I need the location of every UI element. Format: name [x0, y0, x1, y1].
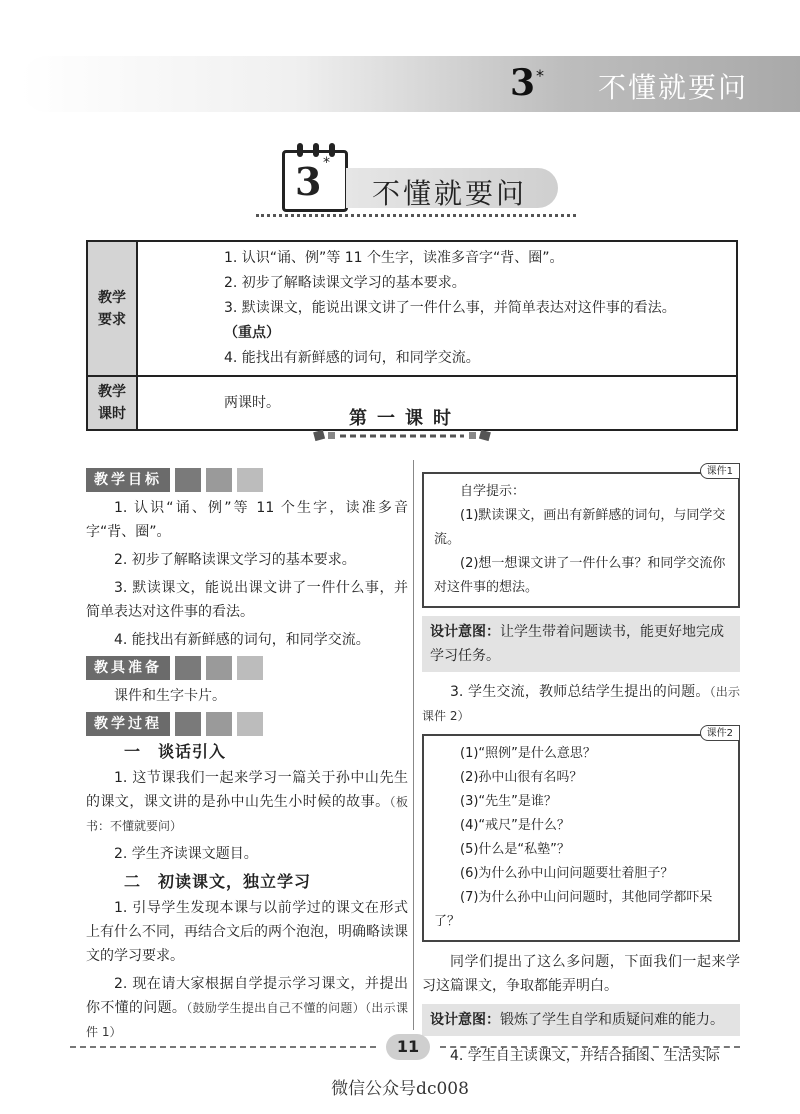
teacher-note: （鼓励学生提出自己不懂的问题）（出示课件 1） — [86, 1001, 409, 1039]
lesson-title: 不懂就要问 — [372, 177, 528, 210]
question-item: (1)“照例”是什么意思？ — [460, 746, 596, 761]
goal-item — [224, 296, 722, 346]
question-item: (4)“戒尺”是什么？ — [460, 818, 570, 833]
goal-item: 2. 初步了解略读课文学习的基本要求。 — [224, 275, 466, 291]
hint-item: (2)想一想课文讲了一件什么事？和同学交流你对这件事的想法。 — [434, 556, 726, 595]
column-divider — [413, 460, 414, 1030]
prep-tag-label: 教具准备 — [86, 656, 170, 680]
courseware-box-1 — [422, 466, 740, 608]
tag-box — [175, 712, 201, 736]
objective-item: 4. 能找出有新鲜感的词句，和同学交流。 — [114, 632, 370, 648]
class-title-decoration-icon — [312, 428, 492, 442]
courseware-tag-1: 课件1 — [700, 463, 740, 479]
process-paragraph: 同学们提出了这么多问题，下面我们一起来学习这篇课文，争取都能弄明白。 — [422, 954, 740, 994]
hint-item: (1)默读课文，画出有新鲜感的词句，与同学交流。 — [434, 508, 726, 547]
tag-box — [237, 656, 263, 680]
banner-lesson-number: 3 — [510, 62, 536, 104]
footer-dash-left — [70, 1046, 376, 1048]
right-column — [422, 466, 740, 1072]
calendar-icon — [282, 150, 348, 212]
goals-label — [87, 241, 137, 376]
banner-star: * — [536, 66, 544, 85]
goals-label-text: 教学要求 — [97, 289, 126, 328]
process-heading-1: 一 谈话引入 — [124, 742, 227, 761]
section-tag-process — [86, 712, 408, 736]
watermark: 微信公众号dc008 — [331, 1079, 469, 1099]
banner-title: 不懂就要问 — [598, 71, 749, 104]
goal-item: 1. 认识“诵、例”等 11 个生字，读准多音字“背、圈”。 — [224, 250, 564, 266]
tag-box — [206, 656, 232, 680]
hours-content: 两课时。 — [137, 376, 737, 430]
goal-item: 4. 能找出有新鲜感的词句，和同学交流。 — [224, 350, 480, 366]
design-intent-text: 让学生带着问题读书，能更好地完成学习任务。 — [430, 624, 724, 664]
lesson-title-underline — [256, 214, 576, 217]
design-intent-label: 设计意图： — [430, 1012, 500, 1028]
requirements-table — [86, 240, 738, 431]
courseware-note: （出示课件 2） — [422, 685, 740, 723]
tag-box — [237, 712, 263, 736]
process-tag-label: 教学过程 — [86, 712, 170, 736]
section-tag-objectives — [86, 468, 408, 492]
question-item: (2)孙中山很有名吗？ — [460, 770, 583, 785]
process-heading-2: 二 初读课文，独立学习 — [124, 872, 312, 891]
process-paragraph: 4. 学生自主读课文，并结合插图、生活实际 — [450, 1048, 720, 1064]
question-item: (6)为什么孙中山问问题要壮着胆子？ — [460, 866, 674, 881]
left-column — [86, 466, 408, 1048]
calendar-rings-icon — [291, 143, 341, 157]
hours-label-text: 教学课时 — [97, 384, 126, 422]
question-item: (3)“先生”是谁？ — [460, 794, 557, 809]
process-paragraph: 1. 引导学生发现本课与以前学过的课文在形式上有什么不同，再结合文后的两个泡泡，明确略读课文的学习要求。 — [86, 900, 408, 964]
tag-box — [237, 468, 263, 492]
prep-text: 课件和生字卡片。 — [114, 688, 226, 704]
blackboard-note: （板书：不懂就要问） — [86, 795, 408, 833]
design-intent-text: 锻炼了学生自学和质疑问难的能力。 — [500, 1012, 724, 1028]
class-title: 第一课时 — [349, 408, 461, 429]
tag-box — [206, 468, 232, 492]
question-item: (7)为什么孙中山问问题时，其他同学都吓呆了？ — [434, 890, 713, 929]
key-point-label: （重点） — [224, 325, 280, 341]
lesson-star: * — [323, 155, 330, 171]
process-paragraph: 2. 学生齐读课文题目。 — [114, 846, 258, 862]
goal-text: 3. 默读课文，能说出课文讲了一件什么事，并简单表达对这件事的看法。 — [224, 300, 676, 316]
design-intent-1 — [422, 616, 740, 672]
objective-item: 3. 默读课文，能说出课文讲了一件什么事，并简单表达对这件事的看法。 — [86, 580, 408, 620]
courseware-tag-2: 课件2 — [700, 725, 740, 741]
hint-title: 自学提示： — [460, 484, 526, 499]
design-intent-label: 设计意图： — [430, 624, 500, 640]
section-tag-prep — [86, 656, 408, 680]
hours-label — [87, 376, 137, 430]
goals-row — [87, 241, 737, 376]
paragraph-text: 1. 这节课我们一起来学习一篇关于孙中山先生的课文，课文讲的是孙中山先生小时候的故事。 — [86, 770, 408, 810]
courseware-box-2 — [422, 728, 740, 942]
design-intent-2 — [422, 1004, 740, 1036]
paragraph-text: 2. 现在请大家根据自学提示学习课文，并提出你不懂的问题。 — [86, 976, 408, 1016]
footer-dash-right — [440, 1046, 740, 1048]
tag-box — [175, 656, 201, 680]
goals-content — [137, 241, 737, 376]
page-number: 11 — [386, 1034, 430, 1060]
process-paragraph — [422, 680, 740, 728]
objective-item: 2. 初步了解略读课文学习的基本要求。 — [114, 552, 356, 568]
lesson-number: 3 — [295, 159, 322, 204]
tag-box — [206, 712, 232, 736]
tag-box — [175, 468, 201, 492]
paragraph-text: 3. 学生交流，教师总结学生提出的问题。 — [450, 684, 710, 700]
objective-item: 1. 认识“诵、例”等 11 个生字，读准多音字“背、圈”。 — [86, 500, 408, 540]
process-paragraph — [86, 766, 408, 838]
objectives-tag-label: 教学目标 — [86, 468, 170, 492]
question-item: (5)什么是“私塾”？ — [460, 842, 570, 857]
process-paragraph — [86, 972, 408, 1044]
